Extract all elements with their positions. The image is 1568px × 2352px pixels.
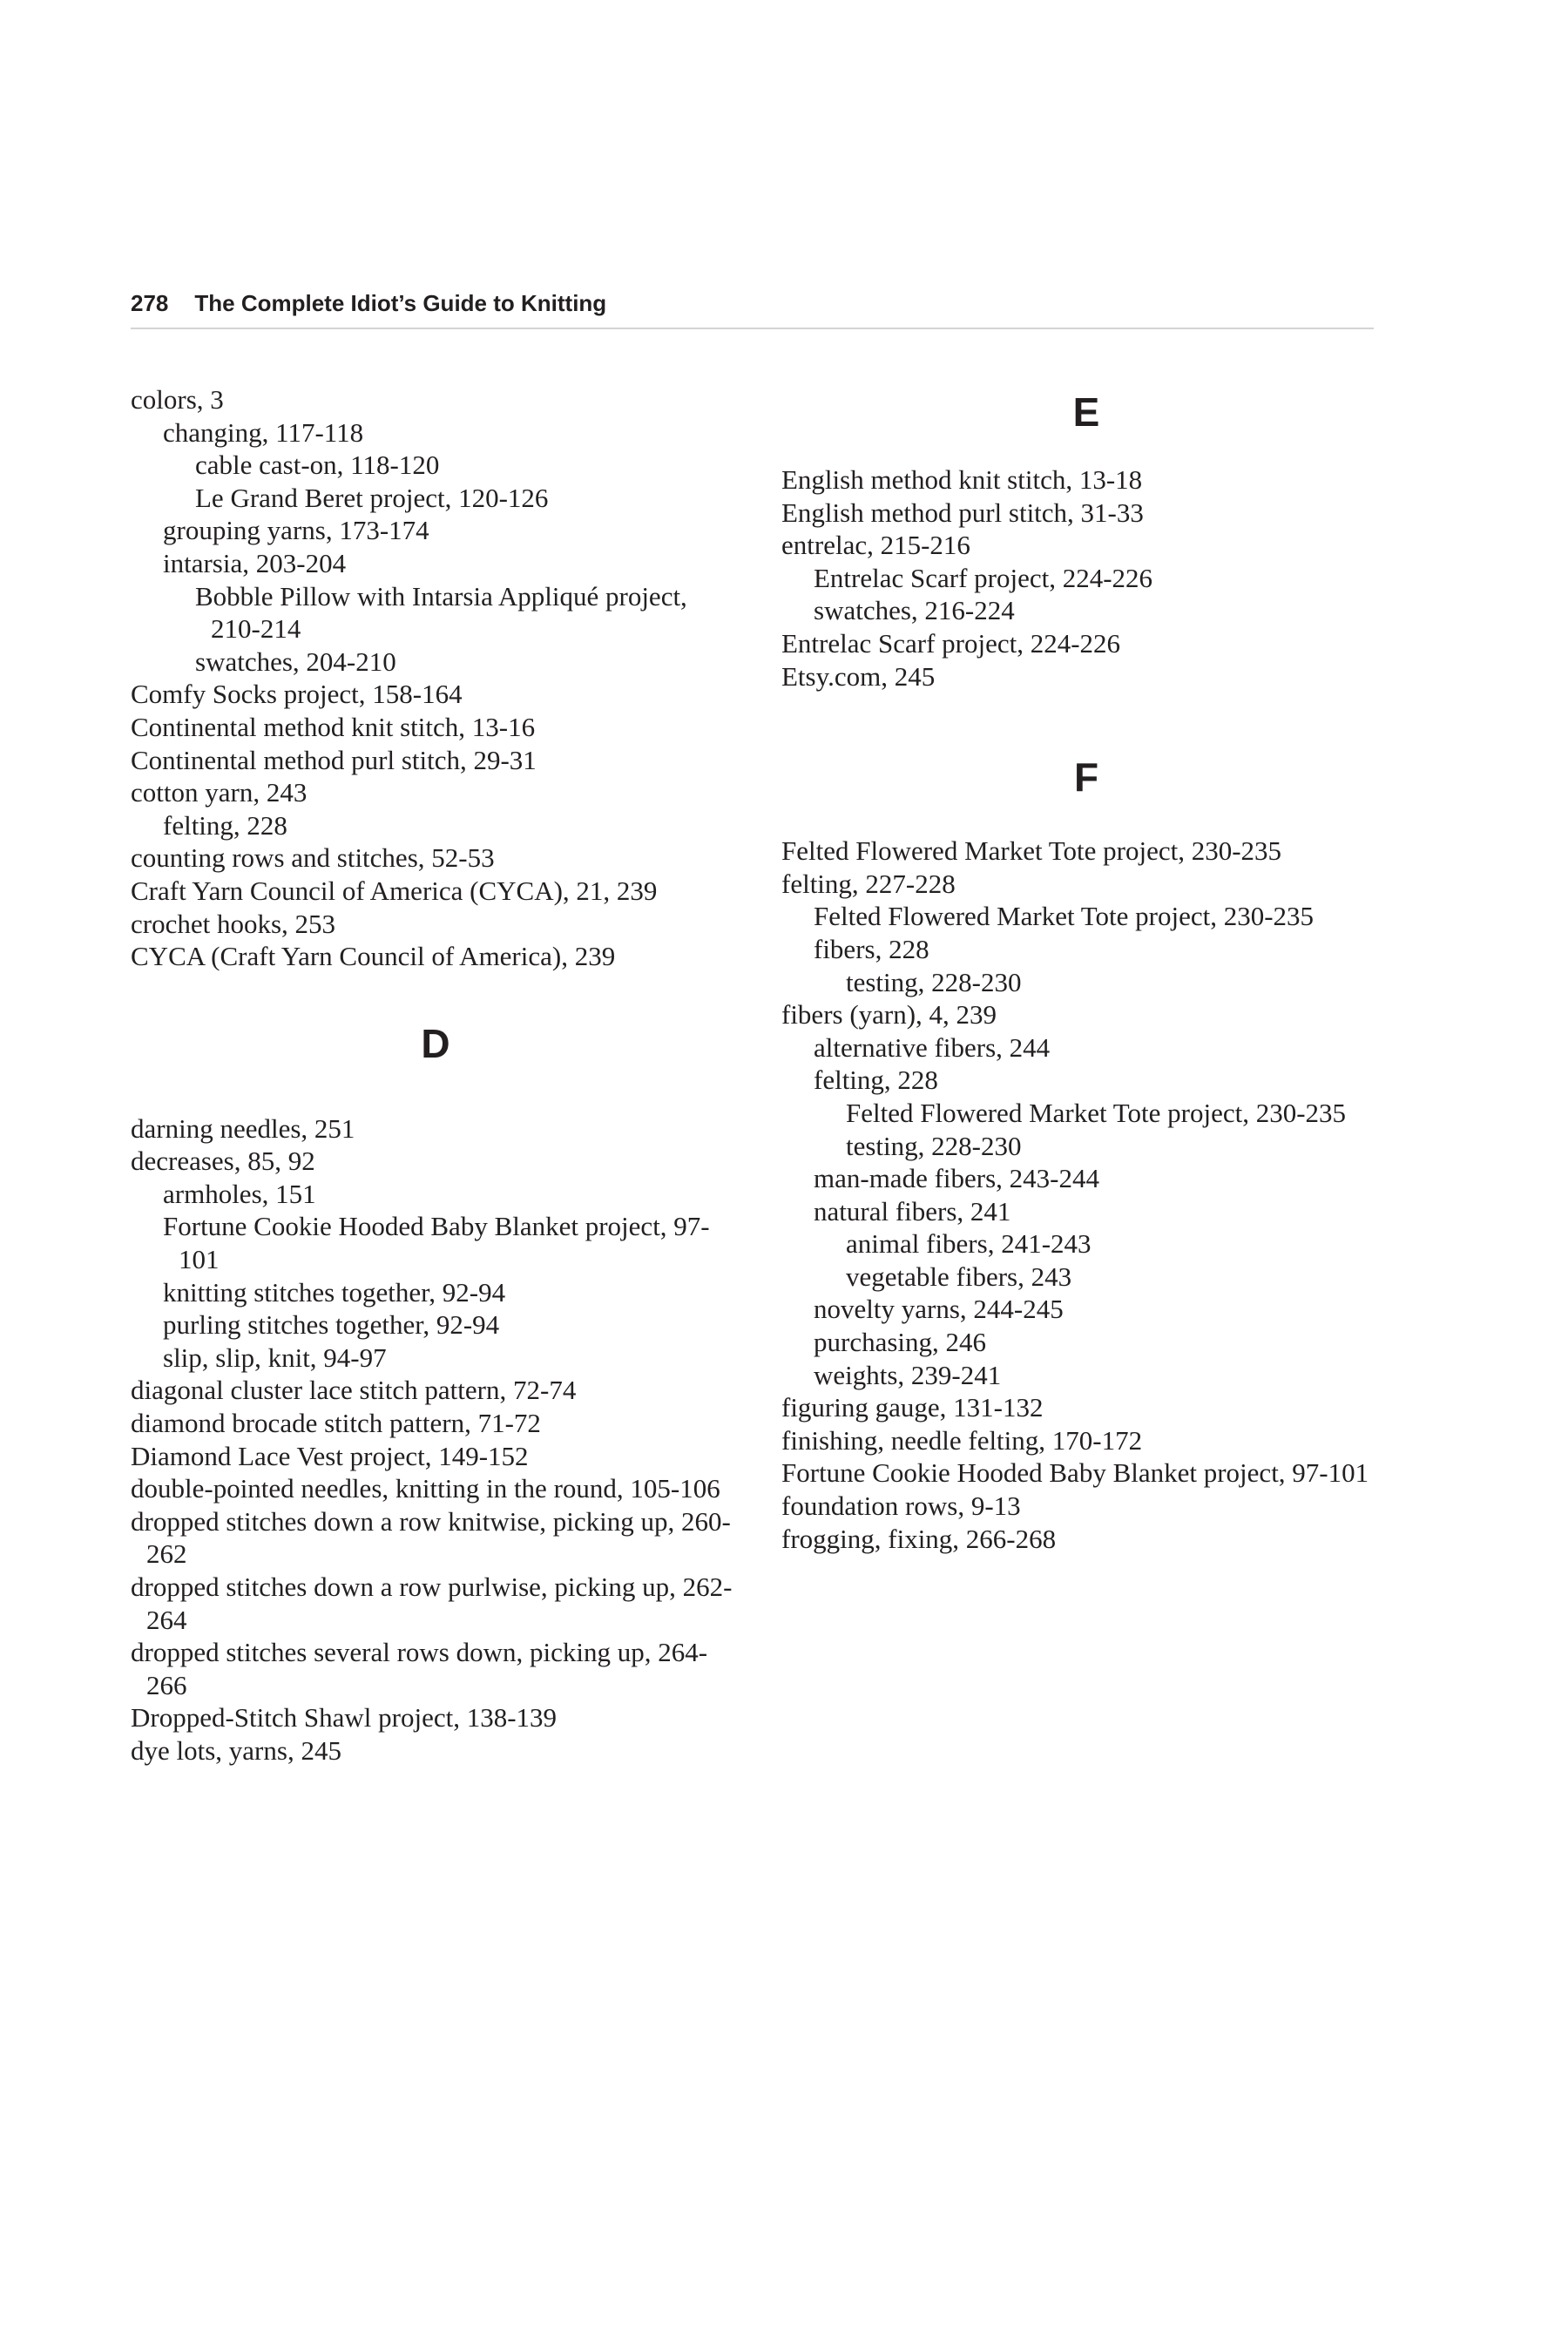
index-entry: knitting stitches together, 92-94 — [163, 1276, 506, 1308]
index-entry: cable cast-on, 118-120 — [195, 449, 440, 481]
index-entry: CYCA (Craft Yarn Council of America), 239 — [131, 941, 616, 972]
index-entry: Fortune Cookie Hooded Baby Blanket project, 97-101 — [163, 1211, 710, 1275]
index-entry: foundation rows, 9-13 — [781, 1490, 1021, 1522]
index-entry: weights, 239-241 — [814, 1359, 1002, 1390]
index-entry: double-pointed needles, knitting in the round, 105-106 — [131, 1473, 720, 1504]
page-number: 278 — [131, 290, 169, 316]
index-entry: grouping yarns, 173-174 — [163, 515, 429, 546]
index-entry: English method purl stitch, 31-33 — [781, 497, 1144, 528]
index-entry: Fortune Cookie Hooded Baby Blanket project, 97-101 — [781, 1457, 1369, 1489]
index-entry: slip, slip, knit, 94-97 — [163, 1342, 387, 1373]
book-title: The Complete Idiot’s Guide to Knitting — [194, 290, 607, 316]
index-entry: purchasing, 246 — [814, 1327, 987, 1358]
index-entry: changing, 117-118 — [163, 416, 364, 448]
index-entry: dropped stitches down a row purlwise, picking up, 262-264 — [131, 1571, 733, 1635]
index-entry: entrelac, 215-216 — [781, 530, 970, 561]
index-entry: colors, 3 — [131, 384, 224, 415]
index-entry: decreases, 85, 92 — [131, 1146, 315, 1177]
index-entry: purling stitches together, 92-94 — [163, 1309, 500, 1341]
index-section-d — [131, 1112, 740, 1767]
index-entry: swatches, 204-210 — [195, 645, 396, 677]
index-entry: testing, 228-230 — [846, 1130, 1022, 1161]
index-entry: Felted Flowered Market Tote project, 230-235 — [846, 1097, 1347, 1128]
index-entry: diamond brocade stitch pattern, 71-72 — [131, 1408, 541, 1439]
index-column-right — [781, 383, 1391, 1555]
index-entry: diagonal cluster lace stitch pattern, 72-74 — [131, 1375, 577, 1406]
index-entry: finishing, needle felting, 170-172 — [781, 1424, 1143, 1456]
index-entry: felting, 228 — [814, 1064, 938, 1096]
index-entry: felting, 227-228 — [781, 868, 956, 899]
index-entry: testing, 228-230 — [846, 966, 1022, 997]
index-section-e — [781, 463, 1391, 693]
index-entry: darning needles, 251 — [131, 1112, 355, 1144]
index-entry: Entrelac Scarf project, 224-226 — [814, 562, 1153, 593]
index-entry: cotton yarn, 243 — [131, 777, 308, 808]
index-entry: Le Grand Beret project, 120-126 — [195, 482, 549, 513]
index-entry: armholes, 151 — [163, 1178, 316, 1209]
index-entry: Bobble Pillow with Intarsia Appliqué project, 210-214 — [195, 580, 687, 645]
index-entry: Diamond Lace Vest project, 149-152 — [131, 1440, 529, 1471]
index-entry: felting, 228 — [163, 809, 287, 841]
index-entry: Continental method knit stitch, 13-16 — [131, 711, 536, 742]
index-entry: Felted Flowered Market Tote project, 230-235 — [814, 901, 1315, 932]
index-entry: natural fibers, 241 — [814, 1195, 1011, 1227]
index-section-c — [131, 383, 740, 973]
section-letter-d: D — [421, 1020, 450, 1066]
index-entry: Comfy Socks project, 158-164 — [131, 679, 463, 710]
running-header — [131, 287, 1374, 329]
index-entry: crochet hooks, 253 — [131, 908, 336, 939]
index-entry: Craft Yarn Council of America (CYCA), 21, 239 — [131, 875, 658, 906]
index-entry: alternative fibers, 244 — [814, 1031, 1051, 1063]
index-entry: figuring gauge, 131-132 — [781, 1392, 1044, 1423]
index-entry: Dropped-Stitch Shawl project, 138-139 — [131, 1702, 558, 1734]
index-entry: dye lots, yarns, 245 — [131, 1734, 341, 1766]
index-entry: fibers (yarn), 4, 239 — [781, 999, 997, 1031]
index-entry: animal fibers, 241-243 — [846, 1228, 1092, 1260]
index-entry: frogging, fixing, 266-268 — [781, 1523, 1057, 1554]
index-entry: man-made fibers, 243-244 — [814, 1163, 1099, 1194]
index-entry: vegetable fibers, 243 — [846, 1260, 1072, 1292]
index-entry: swatches, 216-224 — [814, 595, 1015, 626]
section-letter-e: E — [1072, 389, 1100, 435]
index-entry: dropped stitches down a row knitwise, picking up, 260-262 — [131, 1505, 731, 1570]
index-entry: novelty yarns, 244-245 — [814, 1294, 1064, 1325]
index-entry: Felted Flowered Market Tote project, 230-235 — [781, 835, 1282, 867]
section-letter-f: F — [1073, 754, 1099, 801]
index-entry: English method knit stitch, 13-18 — [781, 464, 1143, 495]
index-column-left — [131, 383, 740, 1767]
index-entry: dropped stitches several rows down, picking up, 264-266 — [131, 1637, 708, 1700]
index-entry: Continental method purl stitch, 29-31 — [131, 744, 537, 775]
index-entry: intarsia, 203-204 — [163, 547, 347, 578]
index-entry: counting rows and stitches, 52-53 — [131, 842, 495, 874]
index-section-f — [781, 835, 1391, 1555]
index-entry: Etsy.com, 245 — [781, 660, 936, 692]
index-entry: Entrelac Scarf project, 224-226 — [781, 627, 1121, 659]
index-entry: fibers, 228 — [814, 933, 929, 964]
